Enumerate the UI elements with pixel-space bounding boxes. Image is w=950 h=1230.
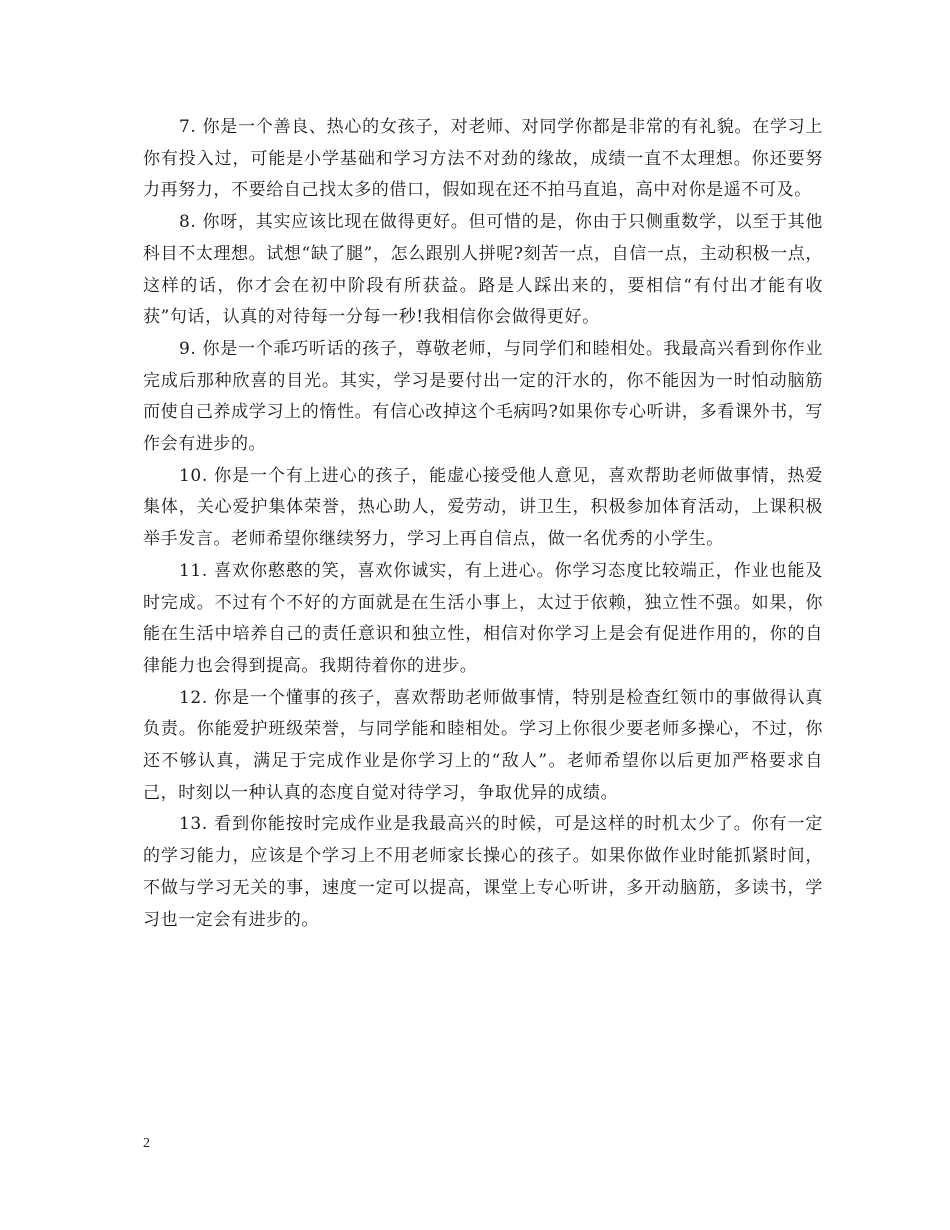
paragraph-7: 7. 你是一个善良、热心的女孩子，对老师、对同学你都是非常的有礼貌。在学习上你有投入过，可能是小学基础和学习方法不对劲的缘故，成绩一直不太理想。你还要努力再努力，不要给自己找太多的借口，假如现在还不拍马直追，高中对你是遥不可及。 bbox=[143, 117, 823, 201]
document-body bbox=[143, 112, 823, 936]
paragraph-11: 11. 喜欢你憨憨的笑，喜欢你诚实，有上进心。你学习态度比较端正，作业也能及时完成。不过有个不好的方面就是在生活小事上，太过于依赖，独立性不强。如果，你能在生活中培养自己的责任意识和独立性，相信对你学习上是会有促进作用的，你的自律能力也会得到提高。我期待着你的进步。 bbox=[143, 560, 823, 676]
paragraph-10: 10. 你是一个有上进心的孩子，能虚心接受他人意见，喜欢帮助老师做事情，热爱集体，关心爱护集体荣誉，热心助人，爱劳动，讲卫生，积极参加体育活动，上课积极举手发言。老师希望你继续努力，学习上再自信点，做一名优秀的小学生。 bbox=[143, 465, 823, 550]
page-number: 2 bbox=[143, 1136, 150, 1151]
paragraph-8: 8. 你呀，其实应该比现在做得更好。但可惜的是，你由于只侧重数学，以至于其他科目不太理想。试想“缺了腿”，怎么跟别人拼呢?刻苦一点，自信一点，主动积极一点，这样的话，你才会在初中阶段有所获益。路是人踩出来的，要相信“有付出才能有收获”句话，认真的对待每一分每一秒!我相信你会做得更好。 bbox=[143, 212, 823, 328]
paragraph-13: 13. 看到你能按时完成作业是我最高兴的时候，可是这样的时机太少了。你有一定的学习能力，应该是个学习上不用老师家长操心的孩子。如果你做作业时能抓紧时间，不做与学习无关的事，速度一定可以提高，课堂上专心听讲，多开动脑筋，多读书，学习也一定会有进步的。 bbox=[143, 814, 823, 930]
paragraph-9: 9. 你是一个乖巧听话的孩子，尊敬老师，与同学们和睦相处。我最高兴看到你作业完成后那种欣喜的目光。其实，学习是要付出一定的汗水的，你不能因为一时怕动脑筋而使自己养成学习上的惰性。有信心改掉这个毛病吗?如果你专心听讲，多看课外书，写作会有进步的。 bbox=[143, 338, 823, 455]
paragraph-12: 12. 你是一个懂事的孩子，喜欢帮助老师做事情，特别是检查红领巾的事做得认真负责。你能爱护班级荣誉，与同学能和睦相处。学习上你很少要老师多操心，不过，你还不够认真，满足于完成作业是你学习上的“敌人”。老师希望你以后更加严格要求自己，时刻以一种认真的态度自觉对待学习，争取优异的成绩。 bbox=[143, 687, 823, 803]
